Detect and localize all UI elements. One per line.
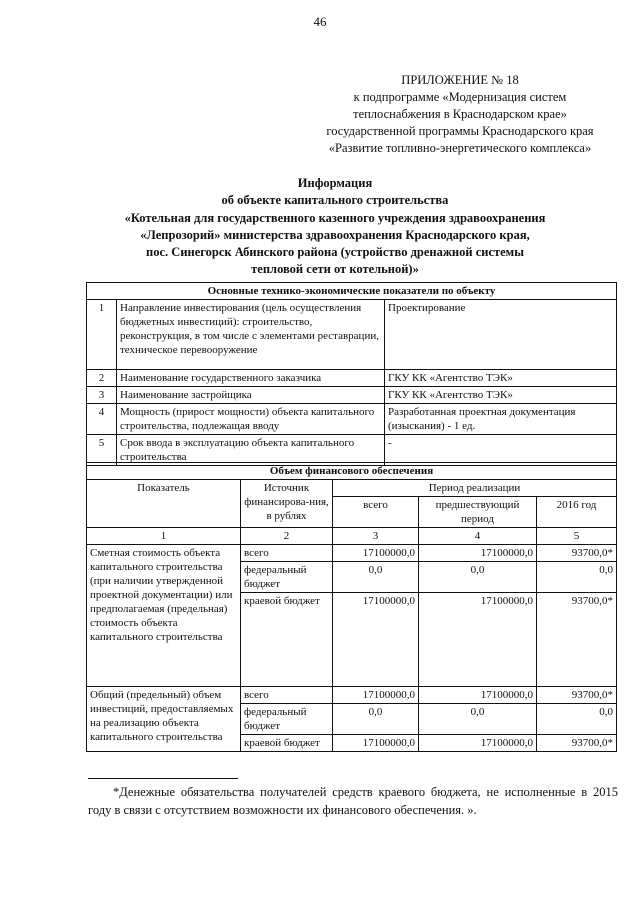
col-period-header: Период реализации — [333, 480, 617, 497]
indicator-label: Срок ввода в эксплуатацию объекта капитального строительства — [117, 435, 385, 466]
indicators-table — [86, 282, 617, 466]
finance-year: 93700,0* — [537, 735, 617, 752]
indicator-num: 4 — [87, 404, 117, 435]
col-number: 1 — [87, 528, 241, 545]
indicator-value: Разработанная проектная документация (изыскания) - 1 ед. — [385, 404, 617, 435]
table-row — [87, 545, 617, 562]
indicator-label: Наименование государственного заказчика — [117, 370, 385, 387]
finance-total: 0,0 — [333, 562, 419, 593]
finance-group-label: Общий (предельный) объем инвестиций, предоставляемых на реализацию объекта капитального строительства — [87, 687, 241, 752]
finance-year: 93700,0* — [537, 545, 617, 562]
indicator-value: Проектирование — [385, 300, 617, 370]
col-number: 4 — [419, 528, 537, 545]
object-name — [40, 210, 630, 278]
page-number: 46 — [313, 14, 327, 29]
footnote: *Денежные обязательства получателей средств краевого бюджета, не исполненные в 2015 году в связи с отсутствием возможности их финансового обеспечения. ». — [88, 785, 618, 817]
finance-group-label: Сметная стоимость объекта капитального строительства (при наличии утвержденной проектной документации) или предполагаемая (предельная) стоимость объекта капитального строительства — [87, 545, 241, 687]
appendix-line: к подпрограмме «Модернизация систем — [353, 90, 567, 104]
title-line: об объекте капитального строительства — [221, 193, 449, 207]
col-previous-header: предшествующий период — [419, 497, 537, 528]
col-year-header: 2016 год — [537, 497, 617, 528]
finance-year: 93700,0* — [537, 593, 617, 687]
finance-previous: 17100000,0 — [419, 545, 537, 562]
footnote-divider — [88, 778, 238, 779]
indicators-header: Основные технико-экономические показатели по объекту — [87, 283, 617, 300]
object-name-line: «Котельная для государственного казенного учреждения здравоохранения — [124, 211, 546, 225]
object-name-line: пос. Синегорск Абинского района (устройство дренажной системы — [146, 245, 524, 259]
finance-total: 17100000,0 — [333, 545, 419, 562]
indicator-num: 3 — [87, 387, 117, 404]
indicator-value: ГКУ КК «Агентство ТЭК» — [385, 387, 617, 404]
indicator-num: 2 — [87, 370, 117, 387]
finance-source: краевой бюджет — [241, 593, 333, 687]
finance-source: всего — [241, 545, 333, 562]
col-indicator-header: Показатель — [87, 480, 241, 528]
col-number: 3 — [333, 528, 419, 545]
finance-source: федеральный бюджет — [241, 704, 333, 735]
appendix-line: государственной программы Краснодарского края — [326, 124, 594, 138]
indicator-num: 5 — [87, 435, 117, 466]
finance-previous: 17100000,0 — [419, 687, 537, 704]
finance-year: 0,0 — [537, 704, 617, 735]
finance-header: Объем финансового обеспечения — [87, 463, 617, 480]
indicator-value: ГКУ КК «Агентство ТЭК» — [385, 370, 617, 387]
finance-source: краевой бюджет — [241, 735, 333, 752]
appendix-line: ПРИЛОЖЕНИЕ № 18 — [401, 73, 519, 87]
col-number: 2 — [241, 528, 333, 545]
finance-previous: 0,0 — [419, 704, 537, 735]
indicator-label: Наименование застройщика — [117, 387, 385, 404]
finance-source: федеральный бюджет — [241, 562, 333, 593]
finance-previous: 0,0 — [419, 562, 537, 593]
appendix-line: «Развитие топливно-энергетического комплекса» — [328, 141, 592, 155]
document-title — [40, 175, 630, 209]
appendix-line: теплоснабжения в Краснодарском крае» — [353, 107, 567, 121]
finance-total: 0,0 — [333, 704, 419, 735]
object-name-line: «Лепрозорий» министерства здравоохранения Краснодарского края, — [140, 228, 530, 242]
col-total-header: всего — [333, 497, 419, 528]
table-row — [87, 687, 617, 704]
finance-total: 17100000,0 — [333, 735, 419, 752]
finance-year: 0,0 — [537, 562, 617, 593]
finance-previous: 17100000,0 — [419, 593, 537, 687]
indicator-label: Направление инвестирования (цель осуществления бюджетных инвестиций): строительство, реконструкция, в том числе с элементами реставрации, техническое перевооружение — [117, 300, 385, 370]
finance-previous: 17100000,0 — [419, 735, 537, 752]
indicator-label: Мощность (прирост мощности) объекта капитального строительства, подлежащая вводу — [117, 404, 385, 435]
finance-year: 93700,0* — [537, 687, 617, 704]
finance-total: 17100000,0 — [333, 593, 419, 687]
col-source-header: Источник финансирова-ния, в рублях — [241, 480, 333, 528]
indicator-num: 1 — [87, 300, 117, 370]
object-name-line: тепловой сети от котельной)» — [251, 262, 419, 276]
finance-source: всего — [241, 687, 333, 704]
indicator-value: - — [385, 435, 617, 466]
finance-table — [86, 462, 617, 752]
title-line: Информация — [297, 176, 373, 190]
col-number: 5 — [537, 528, 617, 545]
appendix-header — [300, 72, 620, 157]
finance-total: 17100000,0 — [333, 687, 419, 704]
